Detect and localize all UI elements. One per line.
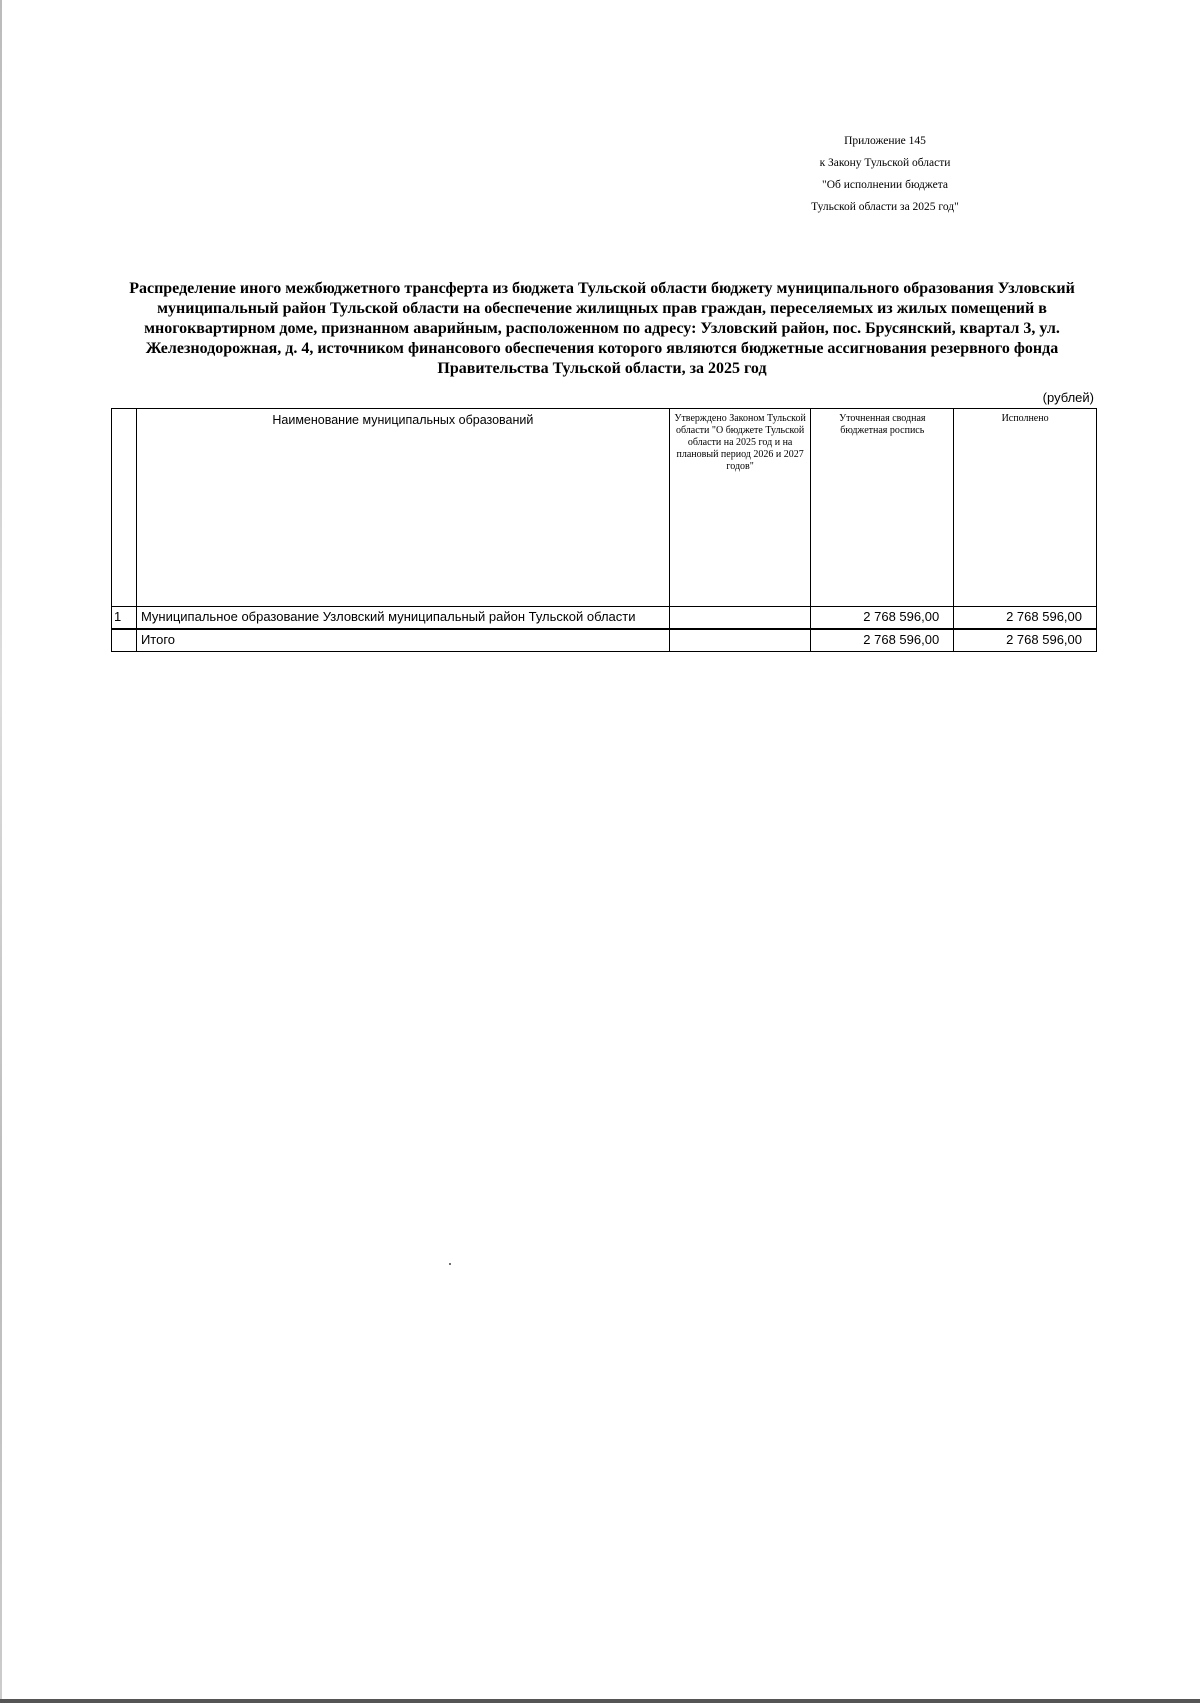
header-name: Наименование муниципальных образований xyxy=(136,409,669,607)
total-number-cell xyxy=(112,629,137,652)
total-refined: 2 768 596,00 xyxy=(811,629,954,652)
total-label: Итого xyxy=(136,629,669,652)
header-number xyxy=(112,409,137,607)
units-label: (рублей) xyxy=(1042,390,1094,405)
table-header-row xyxy=(112,409,1097,607)
annex-block xyxy=(780,130,990,218)
annex-line-1: Приложение 145 xyxy=(844,135,926,147)
scan-speck xyxy=(449,1263,451,1265)
header-refined: Уточненная сводная бюджетная роспись xyxy=(811,409,954,607)
header-executed: Исполнено xyxy=(954,409,1097,607)
row-executed: 2 768 596,00 xyxy=(954,607,1097,630)
row-refined: 2 768 596,00 xyxy=(811,607,954,630)
annex-line-2: к Закону Тульской области xyxy=(819,157,951,169)
total-executed: 2 768 596,00 xyxy=(954,629,1097,652)
scan-edge-left xyxy=(0,0,2,1703)
total-approved xyxy=(669,629,811,652)
document-title: Распределение иного межбюджетного трансферта из бюджета Тульской области бюджету муниципального образования Узловский муниципальный район Тульской области на обеспечение жилищных прав граждан, переселяемых из жилых помещений в многоквартирном доме, признанном аварийным, расположенном по адресу: Узловский район, пос. Брусянский, квартал 3, ул. Железнодорожная, д. 4, источником финансового обеспечения которого являются бюджетные ассигнования резервного фонда Правительства Тульской области, за 2025 год xyxy=(129,280,1075,377)
row-approved xyxy=(669,607,811,630)
table-row xyxy=(112,607,1097,630)
scan-edge-bottom xyxy=(0,1699,1200,1703)
annex-line-4: Тульской области за 2025 год" xyxy=(811,201,959,213)
row-number: 1 xyxy=(112,607,137,630)
table-total-row xyxy=(112,629,1097,652)
header-approved: Утверждено Законом Тульской области "О бюджете Тульской области на 2025 год и на плановый период 2026 и 2027 годов" xyxy=(669,409,811,607)
annex-line-3: "Об исполнении бюджета xyxy=(822,179,948,191)
distribution-table xyxy=(111,408,1097,652)
row-name: Муниципальное образование Узловский муниципальный район Тульской области xyxy=(136,607,669,630)
